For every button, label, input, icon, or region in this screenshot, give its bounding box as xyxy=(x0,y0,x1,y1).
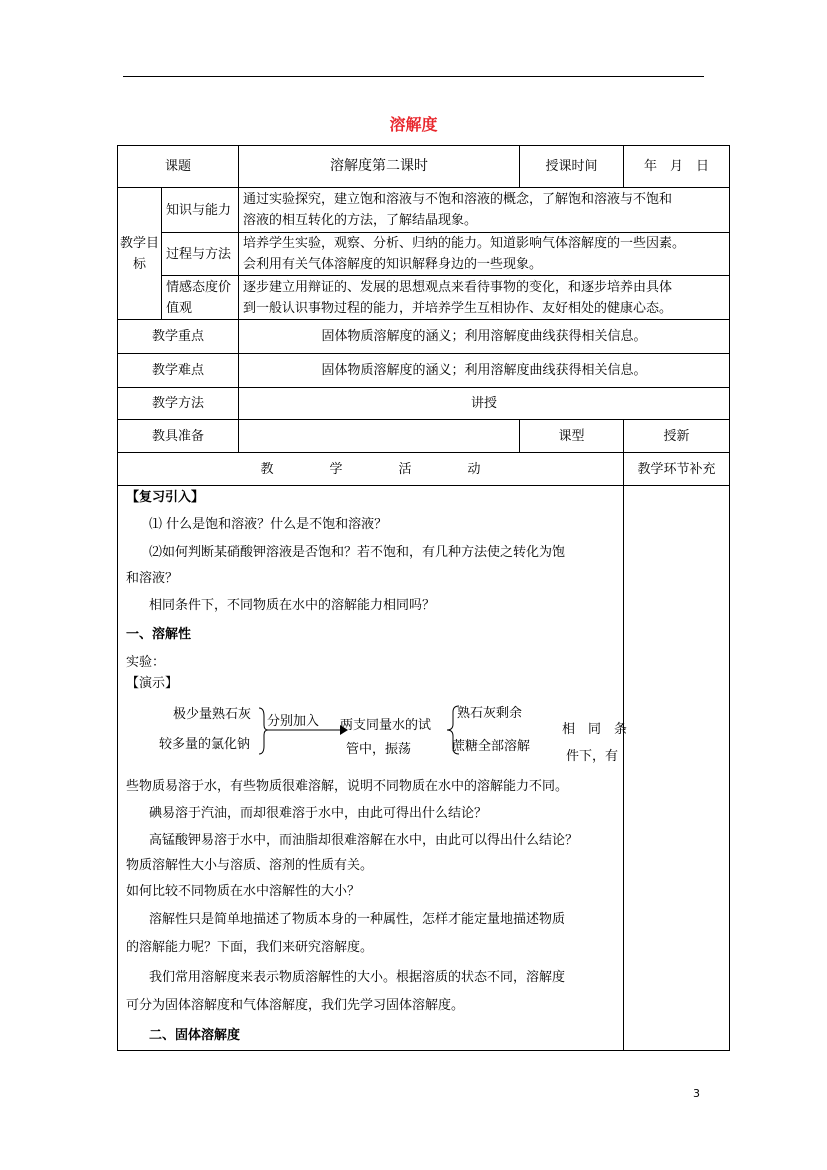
tools-label: 教具准备 xyxy=(118,420,239,453)
lesson-label: 课题 xyxy=(118,146,239,188)
paragraph-7b: 可分为固体溶解度和气体溶解度，我们先学习固体溶解度。 xyxy=(126,998,465,1013)
goal-text-process: 培养学生实验，观察、分析、归纳的能力。知道影响气体溶解度的一些因素。 会利用有关气体溶解度的知识解释身边的一些现象。 xyxy=(239,233,730,276)
demo-label: 【演示】 xyxy=(126,676,179,691)
activity-header: 教 学 活 动 xyxy=(118,453,624,486)
lesson-value: 溶解度第二课时 xyxy=(239,146,520,188)
paragraph-6b: 的溶解能力呢？下面，我们来研究溶解度。 xyxy=(126,940,374,955)
type-value: 授新 xyxy=(624,420,730,453)
goal-text-attitude: 逐步建立用辩证的、发展的思想观点来看待事物的变化，和逐步培养由具体 到一般认识事物过程的能力，并培养学生互相协作、友好相处的健康心态。 xyxy=(239,276,730,320)
goals-label: 教学目标 xyxy=(118,188,162,320)
experiment-label: 实验： xyxy=(126,655,166,670)
method-label: 教学方法 xyxy=(118,388,239,420)
method-value: 讲授 xyxy=(239,388,730,420)
paragraph-5: 如何比较不同物质在水中溶解性的大小？ xyxy=(126,884,361,899)
supplement-content xyxy=(624,486,730,1051)
goal-text-knowledge: 通过实验探究，建立饱和溶液与不饱和溶液的概念，了解饱和溶液与不饱和 溶液的相互转化的方法，了解结晶现象。 xyxy=(239,188,730,233)
page-number: 3 xyxy=(693,1087,700,1100)
goal-label-knowledge: 知识与能力 xyxy=(162,188,239,233)
question-2a: ⑵如何判断某硝酸钾溶液是否饱和？若不饱和，有几种方法使之转化为饱 xyxy=(149,545,566,560)
diagram-right-bottom: 蔗糖全部溶解 xyxy=(452,739,531,754)
tools-value xyxy=(239,420,520,453)
type-label: 课型 xyxy=(520,420,624,453)
diagram-middle-bottom: 管中，振荡 xyxy=(346,742,412,757)
section-2-heading: 二、固体溶解度 xyxy=(149,1028,241,1043)
diagram-arrow-label: 分别加入 xyxy=(267,714,320,729)
paragraph-3: 高锰酸钾易溶于水中，而油脂却很难溶解在水中，由此可以得出什么结论？ xyxy=(149,833,579,848)
question-1: ⑴ 什么是饱和溶液？什么是不饱和溶液？ xyxy=(149,517,388,532)
diagram-right-top: 熟石灰剩余 xyxy=(457,706,523,721)
goal-label-process: 过程与方法 xyxy=(162,233,239,276)
supplement-header: 教学环节补充 xyxy=(624,453,730,486)
paragraph-6a: 溶解性只是简单地描述了物质本身的一种属性，怎样才能定量地描述物质 xyxy=(149,912,566,927)
paragraph-7a: 我们常用溶解度来表示物质溶解性的大小。根据溶质的状态不同，溶解度 xyxy=(149,970,566,985)
question-3: 相同条件下，不同物质在水中的溶解能力相同吗？ xyxy=(149,598,436,613)
question-2b: 和溶液？ xyxy=(126,571,179,586)
lesson-plan-table xyxy=(117,145,730,1051)
paragraph-1: 些物质易溶于水，有些物质很难溶解，说明不同物质在水中的溶解能力不同。 xyxy=(126,779,569,794)
time-value: 年 月 日 xyxy=(624,146,730,188)
review-heading: 【复习引入】 xyxy=(126,490,205,505)
goal-label-attitude: 情感态度价值观 xyxy=(162,276,239,320)
section-1-heading: 一、溶解性 xyxy=(126,627,192,642)
activity-content xyxy=(118,486,628,1051)
diagram-left-top: 极少量熟石灰 xyxy=(173,707,252,722)
diagram-middle-top: 两支同量水的试 xyxy=(340,718,432,733)
page-title: 溶解度 xyxy=(389,115,438,134)
difficulty-label: 教学难点 xyxy=(118,354,239,388)
diagram-left-bottom: 较多量的氯化钠 xyxy=(159,737,251,752)
time-label: 授课时间 xyxy=(520,146,624,188)
header-rule xyxy=(123,76,704,77)
paragraph-2: 碘易溶于汽油，而却很难溶于水中，由此可得出什么结论？ xyxy=(149,806,488,821)
paragraph-4: 物质溶解性大小与溶质、溶剂的性质有关。 xyxy=(126,858,374,873)
diagram-tail-top: 相 同 条 xyxy=(562,722,628,737)
difficulty-value: 固体物质溶解度的涵义；利用溶解度曲线获得相关信息。 xyxy=(239,354,730,388)
key-point-label: 教学重点 xyxy=(118,320,239,354)
diagram-tail-bottom: 件下，有 xyxy=(566,749,619,764)
key-point-value: 固体物质溶解度的涵义；利用溶解度曲线获得相关信息。 xyxy=(239,320,730,354)
